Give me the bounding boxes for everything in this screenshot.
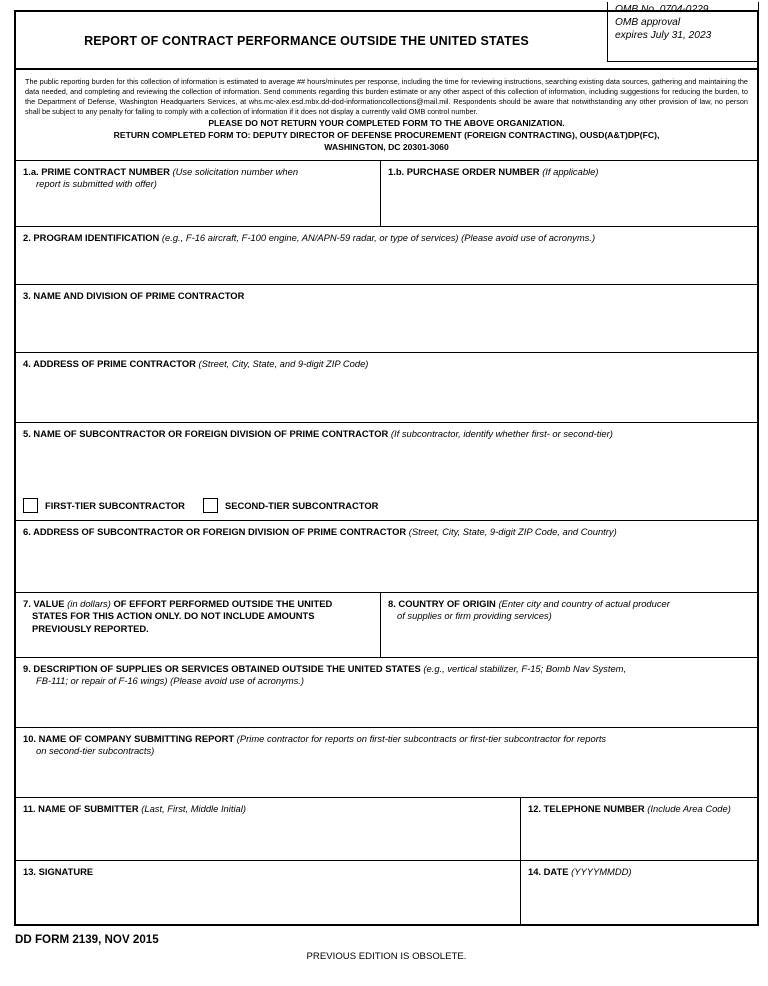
field-1b-purchase-order-number[interactable] [381,161,757,226]
field-row-13-14 [16,861,757,924]
paperwork-reduction-notice [16,70,757,161]
omb-expiration: expires July 31, 2023 [615,30,712,42]
form-header [16,4,757,70]
field-13-signature[interactable] [16,861,521,924]
field-10-label: 10. NAME OF COMPANY SUBMITTING REPORT [23,732,235,744]
field-row-2 [16,227,757,285]
omb-approval: OMB approval [615,17,681,29]
subcontractor-tier-checkbox-group [23,498,396,513]
omb-number: OMB No. 0704-0229 [615,4,709,15]
field-1a-hint-line2: report is submitted with offer) [36,178,157,190]
field-row-9 [16,658,757,728]
field-1b-label: 1.b. PURCHASE ORDER NUMBER [388,165,540,177]
field-7-label-a: 7. VALUE [23,597,65,609]
form-frame [14,4,759,926]
field-3-label: 3. NAME AND DIVISION OF PRIME CONTRACTOR [23,289,245,301]
field-8-label: 8. COUNTRY OF ORIGIN [388,597,496,609]
field-6-subcontractor-address[interactable] [16,521,757,592]
field-row-11-12 [16,798,757,861]
field-1a-label: 1.a. PRIME CONTRACT NUMBER [23,165,170,177]
field-1a-hint-line1: (Use solicitation number when [172,165,299,177]
field-8-hint-line1: (Enter city and country of actual producer [498,597,670,609]
field-14-date[interactable] [521,861,757,924]
return-address-line1: RETURN COMPLETED FORM TO: DEPUTY DIRECTOR OF DEFENSE PROCUREMENT (FOREIGN CONTRACTING), OUSD(A&T)DP(FC), [113,130,660,141]
field-12-hint: (Include Area Code) [647,802,731,814]
field-12-telephone-number[interactable] [521,798,757,860]
do-not-return-notice: PLEASE DO NOT RETURN YOUR COMPLETED FORM TO THE ABOVE ORGANIZATION. [208,117,565,128]
field-7-label-line3: PREVIOUSLY REPORTED. [32,622,149,634]
burden-statement: The public reporting burden for this collection of information is estimated to average ## hours/minutes per response, including the time for reviewing instructions, searching existing data sources, gathering and maintaining the data needed, and completing and reviewing the collection of information. Send comments regarding this burden estimate or any other aspect of this collection of information, including suggestions for reducing the burden, to the Department of Defense, Washington Headquarters Services, at whs.mc-alex.esd.mbx.dd-dod-informationcollections@mail.mil. Respondents should be aware that notwithstanding any other provision of law, no person shall be subject to any penalty for failing to comply with a collection of information if it does not display a currently valid OMB control number. [25,77,748,116]
field-11-label: 11. NAME OF SUBMITTER [23,802,139,814]
second-tier-subcontractor-checkbox[interactable] [203,498,218,513]
field-6-hint: (Street, City, State, 9-digit ZIP Code, and Country) [408,525,617,537]
field-1a-prime-contract-number[interactable] [16,161,381,226]
field-13-label: 13. SIGNATURE [23,865,94,877]
field-7-label-b: OF EFFORT PERFORMED OUTSIDE THE UNITED [113,597,333,609]
previous-edition-notice: PREVIOUS EDITION IS OBSOLETE. [306,950,467,962]
field-10-submitting-company[interactable] [16,728,757,797]
field-1b-hint: (If applicable) [542,165,599,177]
field-2-hint: (e.g., F-16 aircraft, F-100 engine, AN/APN-59 radar, or type of services) (Please avoid use of acronyms.) [161,231,596,243]
field-6-label: 6. ADDRESS OF SUBCONTRACTOR OR FOREIGN DIVISION OF PRIME CONTRACTOR [23,525,407,537]
field-12-label: 12. TELEPHONE NUMBER [528,802,645,814]
field-5-hint: (If subcontractor, identify whether first- or second-tier) [390,427,613,439]
field-7-hint: (in dollars) [67,597,111,609]
omb-control-box [607,2,759,62]
field-14-label: 14. DATE [528,865,569,877]
field-5-subcontractor-name[interactable] [16,423,757,520]
field-10-hint-line1: (Prime contractor for reports on first-tier subcontracts or first-tier subcontractor for reports [236,732,607,744]
field-11-hint: (Last, First, Middle Initial) [141,802,246,814]
field-2-label: 2. PROGRAM IDENTIFICATION [23,231,160,243]
field-2-program-identification[interactable] [16,227,757,284]
field-9-label: 9. DESCRIPTION OF SUPPLIES OR SERVICES OBTAINED OUTSIDE THE UNITED STATES [23,662,421,674]
field-9-hint-line1: (e.g., vertical stabilizer, F-15; Bomb Nav System, [423,662,627,674]
field-4-prime-contractor-address[interactable] [16,353,757,422]
field-14-hint: (YYYYMMDD) [571,865,632,877]
field-8-hint-line2: of supplies or firm providing services) [397,610,552,622]
field-4-label: 4. ADDRESS OF PRIME CONTRACTOR [23,357,196,369]
first-tier-subcontractor-label: FIRST-TIER SUBCONTRACTOR [45,499,185,511]
page-title: REPORT OF CONTRACT PERFORMANCE OUTSIDE THE UNITED STATES [84,34,529,48]
field-7-value-of-effort[interactable] [16,593,381,657]
field-row-6 [16,521,757,593]
field-9-description-of-supplies[interactable] [16,658,757,727]
field-row-1 [16,161,757,227]
form-footer [14,931,759,965]
field-3-prime-contractor-name[interactable] [16,285,757,352]
field-row-5 [16,423,757,521]
field-5-label: 5. NAME OF SUBCONTRACTOR OR FOREIGN DIVISION OF PRIME CONTRACTOR [23,427,389,439]
field-10-hint-line2: on second-tier subcontracts) [36,745,155,757]
field-row-10 [16,728,757,798]
field-7-label-line2: STATES FOR THIS ACTION ONLY. DO NOT INCLUDE AMOUNTS [32,610,315,622]
field-9-hint-line2: FB-111; or repair of F-16 wings) (Please avoid use of acronyms.) [36,675,304,687]
field-11-submitter-name[interactable] [16,798,521,860]
field-row-4 [16,353,757,423]
form-identifier: DD FORM 2139, NOV 2015 [15,932,159,946]
field-8-country-of-origin[interactable] [381,593,757,657]
field-row-7-8 [16,593,757,658]
field-4-hint: (Street, City, State, and 9-digit ZIP Code) [198,357,369,369]
second-tier-subcontractor-label: SECOND-TIER SUBCONTRACTOR [224,499,379,511]
first-tier-subcontractor-checkbox[interactable] [23,498,38,513]
return-address-line2: WASHINGTON, DC 20301-3060 [324,142,449,153]
field-row-3 [16,285,757,353]
